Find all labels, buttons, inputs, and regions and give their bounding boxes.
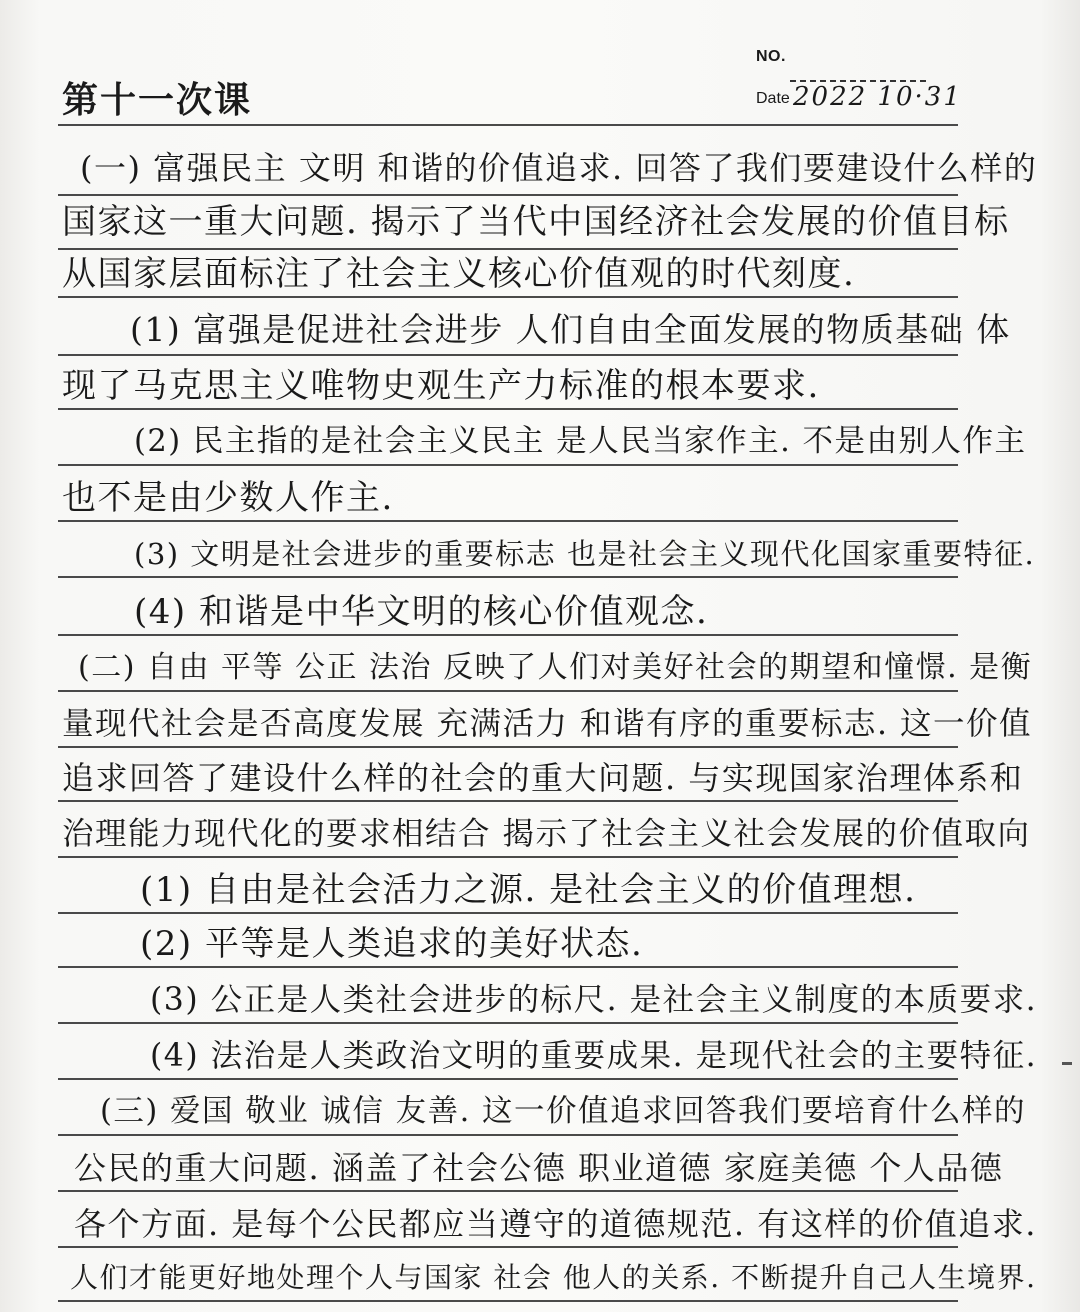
- note-line: 人们才能更好地处理个人与国家 社会 他人的关系. 不断提升自己人生境界.: [70, 1261, 1037, 1294]
- ruled-line: [58, 354, 958, 356]
- note-line: (1) 富强是促进社会进步 人们自由全面发展的物质基础 体: [130, 310, 1011, 349]
- page-title: 第十一次课: [62, 79, 253, 121]
- note-line: (1) 自由是社会活力之源. 是社会主义的价值理想.: [140, 870, 917, 910]
- note-line: 现了马克思主义唯物史观生产力标准的根本要求.: [62, 366, 820, 406]
- ruled-line: [58, 1078, 958, 1080]
- note-line: 量现代社会是否高度发展 充满活力 和谐有序的重要标志. 这一价值: [62, 706, 1033, 742]
- ruled-line: [58, 408, 958, 410]
- note-line: 追求回答了建设什么样的社会的重大问题. 与实现国家治理体系和: [62, 759, 1024, 797]
- ruled-line: [58, 1022, 958, 1024]
- page-number-label: NO.: [756, 48, 786, 65]
- ruled-line: [58, 296, 958, 298]
- ruled-line: [58, 1300, 958, 1302]
- note-line: (一) 富强民主 文明 和谐的价值追求. 回答了我们要建设什么样的: [80, 149, 1038, 187]
- ruled-line: [58, 966, 958, 968]
- ruled-line: [58, 1190, 958, 1192]
- ruled-line: [58, 746, 958, 748]
- note-line: 也不是由少数人作主.: [62, 478, 394, 518]
- note-line: (4) 和谐是中华文明的核心价值观念.: [134, 592, 709, 632]
- note-line: 从国家层面标注了社会主义核心价值观的时代刻度.: [62, 254, 856, 294]
- page-edge-mark: [1062, 1062, 1072, 1065]
- ruled-line: [58, 576, 958, 578]
- note-line: (3) 文明是社会进步的重要标志 也是社会主义现代化国家重要特征.: [134, 537, 1036, 571]
- ruled-line: [58, 248, 958, 250]
- ruled-line: [58, 124, 958, 126]
- note-line: (三) 爱国 敬业 诚信 友善. 这一价值追求回答我们要培育什么样的: [100, 1094, 1026, 1129]
- ruled-line: [58, 194, 958, 196]
- note-line: (4) 法治是人类政治文明的重要成果. 是现代社会的主要特征.: [150, 1038, 1038, 1074]
- date-value: 2022 10·31: [793, 82, 962, 112]
- ruled-line: [58, 464, 958, 466]
- date-label: Date: [756, 90, 790, 107]
- ruled-line: [58, 1134, 958, 1136]
- note-line: (2) 平等是人类追求的美好状态.: [140, 924, 644, 964]
- ruled-line: [58, 634, 958, 636]
- note-line: (3) 公正是人类社会进步的标尺. 是社会主义制度的本质要求.: [150, 982, 1038, 1018]
- ruled-line: [58, 520, 958, 522]
- ruled-line: [58, 856, 958, 858]
- note-line: (二) 自由 平等 公正 法治 反映了人们对美好社会的期望和憧憬. 是衡: [78, 650, 1033, 685]
- ruled-line: [58, 800, 958, 802]
- ruled-line: [58, 912, 958, 914]
- note-line: 治理能力现代化的要求相结合 揭示了社会主义社会发展的价值取向: [62, 816, 1031, 852]
- note-line: 国家这一重大问题. 揭示了当代中国经济社会发展的价值目标: [62, 202, 1010, 242]
- note-line: 公民的重大问题. 涵盖了社会公德 职业道德 家庭美德 个人品德: [74, 1149, 1004, 1187]
- ruled-line: [58, 1246, 958, 1248]
- ruled-line: [58, 690, 958, 692]
- note-line: 各个方面. 是每个公民都应当遵守的道德规范. 有这样的价值追求.: [74, 1205, 1037, 1243]
- note-line: (2) 民主指的是社会主义民主 是人民当家作主. 不是由别人作主: [134, 424, 1027, 459]
